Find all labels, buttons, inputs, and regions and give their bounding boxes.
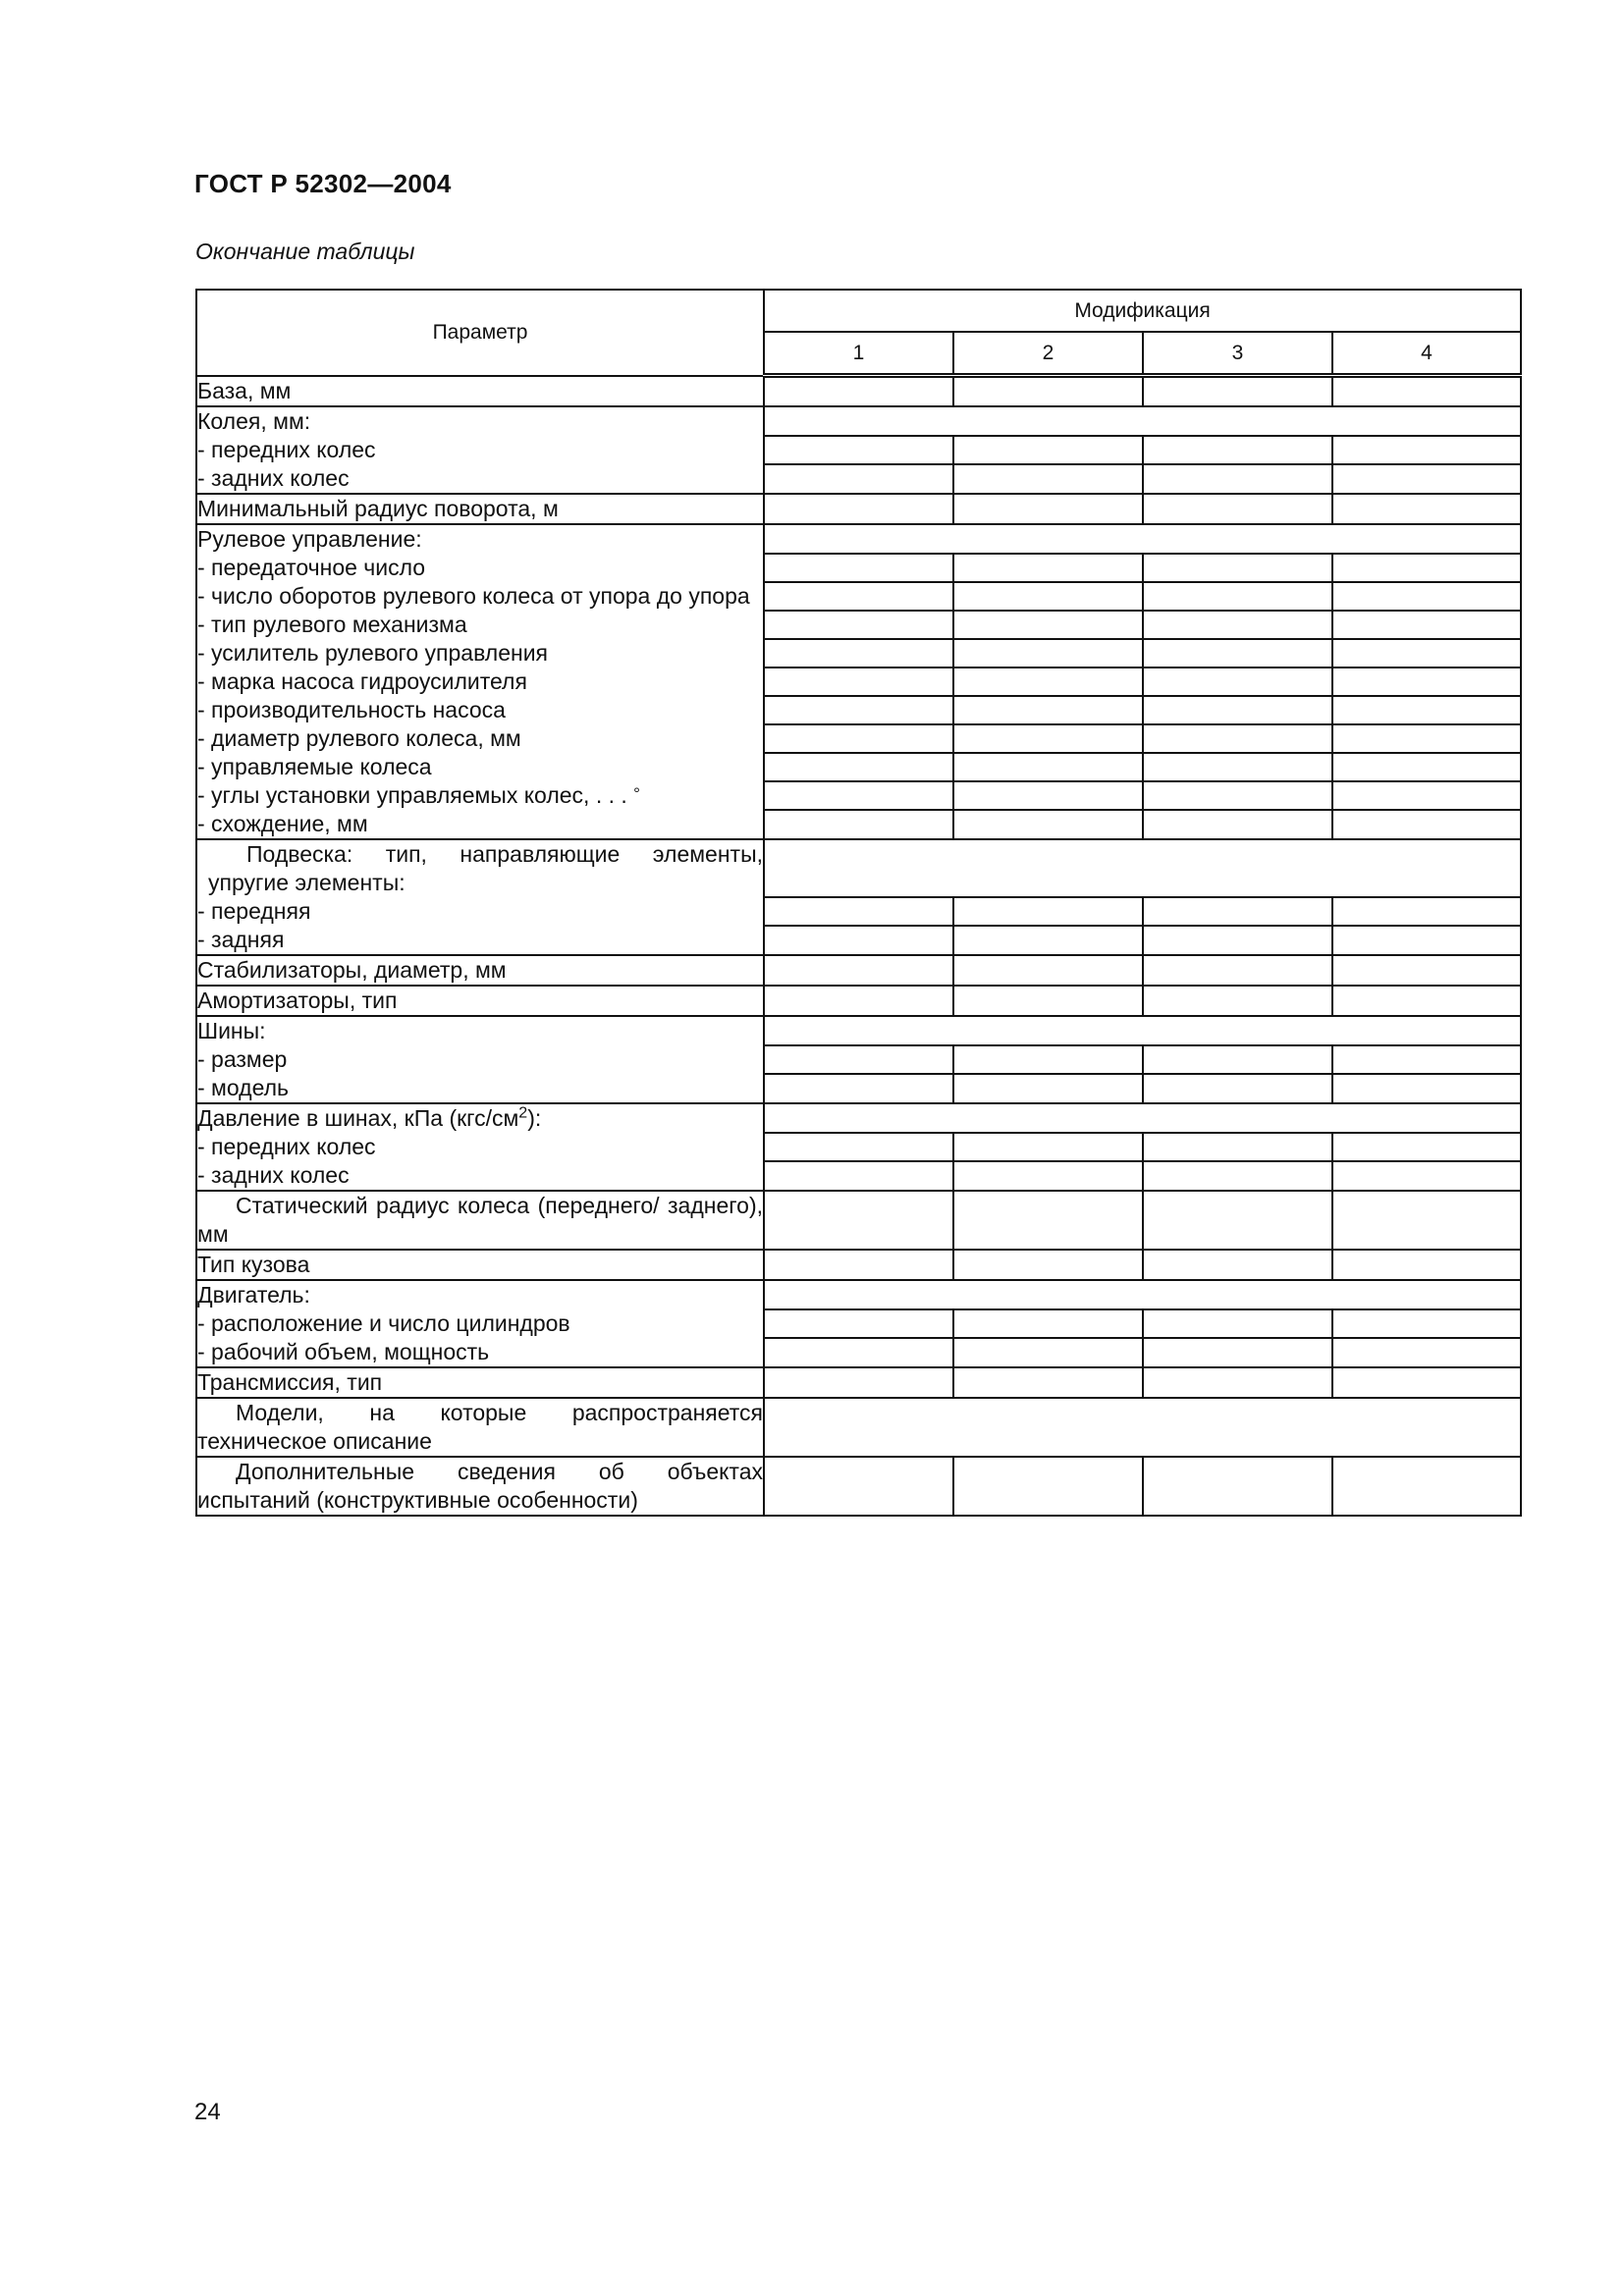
value-cell[interactable]	[764, 376, 953, 406]
table-row	[196, 667, 1521, 696]
value-cell[interactable]	[764, 1250, 953, 1280]
param-cell: - передних колес	[196, 1133, 764, 1161]
value-cell[interactable]	[1332, 376, 1521, 406]
table-row	[196, 1074, 1521, 1103]
value-cell[interactable]	[1332, 1338, 1521, 1367]
value-cell[interactable]	[1143, 753, 1332, 781]
param-cell: Шины:	[196, 1016, 764, 1045]
table-row	[196, 897, 1521, 926]
param-cell: Рулевое управление:	[196, 524, 764, 554]
parameters-table	[195, 289, 1522, 1517]
merged-value-cell[interactable]	[764, 1398, 1521, 1457]
page-number: 24	[194, 2099, 221, 2125]
table-row	[196, 494, 1521, 524]
param-cell: - число оборотов рулевого колеса от упора до упора	[196, 582, 764, 611]
param-cell: - передних колес	[196, 436, 764, 464]
value-cell[interactable]	[953, 639, 1143, 667]
value-cell[interactable]	[1143, 986, 1332, 1016]
table-row	[196, 464, 1521, 494]
value-cell[interactable]	[1143, 1074, 1332, 1103]
table-row	[196, 436, 1521, 464]
param-cell: Амортизаторы, тип	[196, 986, 764, 1016]
value-cell[interactable]	[1332, 1074, 1521, 1103]
value-cell[interactable]	[1143, 1133, 1332, 1161]
value-cell[interactable]	[1332, 810, 1521, 839]
param-cell: Статический радиус колеса (переднего/ заднего), мм	[196, 1191, 764, 1250]
value-cell[interactable]	[1143, 1161, 1332, 1191]
param-cell: База, мм	[196, 376, 764, 406]
value-cell[interactable]	[764, 464, 953, 494]
value-cell[interactable]	[953, 1074, 1143, 1103]
table-row	[196, 810, 1521, 839]
value-cell[interactable]	[764, 986, 953, 1016]
value-cell[interactable]	[1143, 667, 1332, 696]
param-cell: - управляемые колеса	[196, 753, 764, 781]
param-cell: - модель	[196, 1074, 764, 1103]
param-suffix: ):	[527, 1104, 542, 1131]
header-col-2: 2	[953, 332, 1143, 376]
merged-value-cell[interactable]	[764, 839, 1521, 897]
merged-value-cell[interactable]	[764, 1103, 1521, 1133]
param-cell: - производительность насоса	[196, 696, 764, 724]
value-cell[interactable]	[1143, 376, 1332, 406]
value-cell[interactable]	[1143, 464, 1332, 494]
value-cell[interactable]	[953, 926, 1143, 955]
value-cell[interactable]	[1143, 926, 1332, 955]
value-cell[interactable]	[1143, 639, 1332, 667]
param-text: - углы установки управляемых колес, . . .	[197, 781, 627, 808]
param-cell: - расположение и число цилиндров	[196, 1309, 764, 1338]
value-cell[interactable]	[1143, 1250, 1332, 1280]
table-row	[196, 926, 1521, 955]
value-cell[interactable]	[764, 1074, 953, 1103]
value-cell[interactable]	[1143, 724, 1332, 753]
table-row	[196, 955, 1521, 986]
param-cell: Колея, мм:	[196, 406, 764, 436]
param-cell: - задних колес	[196, 464, 764, 494]
param-cell: Дополнительные сведения об объектах испытаний (конструктивные особенности)	[196, 1457, 764, 1516]
param-cell: - передняя	[196, 897, 764, 926]
superscript: 2	[518, 1103, 528, 1121]
value-cell[interactable]	[764, 897, 953, 926]
value-cell[interactable]	[764, 1457, 953, 1516]
value-cell[interactable]	[1143, 582, 1332, 611]
value-cell[interactable]	[764, 554, 953, 582]
table-row	[196, 582, 1521, 611]
value-cell[interactable]	[1332, 926, 1521, 955]
value-cell[interactable]	[1143, 1045, 1332, 1074]
value-cell[interactable]	[953, 1161, 1143, 1191]
value-cell[interactable]	[1143, 494, 1332, 524]
value-cell[interactable]	[953, 1367, 1143, 1398]
value-cell[interactable]	[1332, 897, 1521, 926]
value-cell[interactable]	[1332, 1457, 1521, 1516]
param-cell: Двигатель:	[196, 1280, 764, 1309]
param-cell	[196, 1103, 764, 1133]
table-row	[196, 611, 1521, 639]
value-cell[interactable]	[1332, 696, 1521, 724]
table-row	[196, 1045, 1521, 1074]
param-cell: Тип кузова	[196, 1250, 764, 1280]
merged-value-cell[interactable]	[764, 406, 1521, 436]
table-row	[196, 753, 1521, 781]
header-parameter: Параметр	[196, 290, 764, 376]
value-cell[interactable]	[764, 955, 953, 986]
value-cell[interactable]	[953, 781, 1143, 810]
value-cell[interactable]	[953, 667, 1143, 696]
param-cell: - размер	[196, 1045, 764, 1074]
param-cell: - задних колес	[196, 1161, 764, 1191]
table-row	[196, 1367, 1521, 1398]
table-caption: Окончание таблицы	[195, 239, 415, 264]
value-cell[interactable]	[764, 1045, 953, 1074]
value-cell[interactable]	[953, 753, 1143, 781]
degree-symbol: °	[633, 783, 640, 803]
value-cell[interactable]	[1143, 810, 1332, 839]
value-cell[interactable]	[764, 582, 953, 611]
value-cell[interactable]	[764, 1338, 953, 1367]
table-row	[196, 986, 1521, 1016]
value-cell[interactable]	[1332, 582, 1521, 611]
param-cell	[196, 781, 764, 810]
value-cell[interactable]	[1143, 1309, 1332, 1338]
value-cell[interactable]	[953, 1045, 1143, 1074]
value-cell[interactable]	[1332, 781, 1521, 810]
value-cell[interactable]	[953, 1338, 1143, 1367]
value-cell[interactable]	[764, 436, 953, 464]
value-cell[interactable]	[764, 781, 953, 810]
table-row	[196, 1309, 1521, 1338]
table-row	[196, 554, 1521, 582]
param-cell: - марка насоса гидроусилителя	[196, 667, 764, 696]
value-cell[interactable]	[953, 436, 1143, 464]
value-cell[interactable]	[953, 554, 1143, 582]
table-row	[196, 376, 1521, 406]
value-cell[interactable]	[764, 1191, 953, 1250]
value-cell[interactable]	[953, 494, 1143, 524]
value-cell[interactable]	[764, 1367, 953, 1398]
merged-value-cell[interactable]	[764, 1016, 1521, 1045]
merged-value-cell[interactable]	[764, 524, 1521, 554]
param-cell: - тип рулевого механизма	[196, 611, 764, 639]
param-cell: - задняя	[196, 926, 764, 955]
value-cell[interactable]	[1332, 986, 1521, 1016]
value-cell[interactable]	[764, 753, 953, 781]
param-cell: Стабилизаторы, диаметр, мм	[196, 955, 764, 986]
value-cell[interactable]	[953, 464, 1143, 494]
value-cell[interactable]	[1143, 781, 1332, 810]
header-col-4: 4	[1332, 332, 1521, 376]
table-row	[196, 781, 1521, 810]
value-cell[interactable]	[1332, 436, 1521, 464]
table-row	[196, 639, 1521, 667]
value-cell[interactable]	[1332, 753, 1521, 781]
value-cell[interactable]	[1143, 554, 1332, 582]
value-cell[interactable]	[1332, 1309, 1521, 1338]
header-col-3: 3	[1143, 332, 1332, 376]
table-row	[196, 1133, 1521, 1161]
table-row	[196, 1280, 1521, 1309]
value-cell[interactable]	[764, 1161, 953, 1191]
value-cell[interactable]	[953, 724, 1143, 753]
value-cell[interactable]	[953, 696, 1143, 724]
value-cell[interactable]	[1143, 955, 1332, 986]
value-cell[interactable]	[1332, 955, 1521, 986]
value-cell[interactable]	[764, 810, 953, 839]
param-cell: - передаточное число	[196, 554, 764, 582]
value-cell[interactable]	[953, 986, 1143, 1016]
value-cell[interactable]	[953, 1250, 1143, 1280]
value-cell[interactable]	[1332, 1250, 1521, 1280]
value-cell[interactable]	[764, 1309, 953, 1338]
value-cell[interactable]	[1143, 436, 1332, 464]
value-cell[interactable]	[1332, 639, 1521, 667]
table-row	[196, 1103, 1521, 1133]
value-cell[interactable]	[953, 1457, 1143, 1516]
value-cell[interactable]	[953, 897, 1143, 926]
table-row	[196, 1398, 1521, 1457]
value-cell[interactable]	[764, 926, 953, 955]
param-text: Давление в шинах, кПа (кгс/см	[197, 1104, 519, 1131]
value-cell[interactable]	[1332, 667, 1521, 696]
param-cell: Трансмиссия, тип	[196, 1367, 764, 1398]
value-cell[interactable]	[1332, 1367, 1521, 1398]
value-cell[interactable]	[1332, 494, 1521, 524]
table-row	[196, 1191, 1521, 1250]
value-cell[interactable]	[764, 667, 953, 696]
value-cell[interactable]	[1143, 696, 1332, 724]
value-cell[interactable]	[764, 724, 953, 753]
param-cell: - рабочий объем, мощность	[196, 1338, 764, 1367]
value-cell[interactable]	[1332, 1161, 1521, 1191]
table-row	[196, 1016, 1521, 1045]
table-row	[196, 1161, 1521, 1191]
table-row	[196, 1338, 1521, 1367]
param-cell: Модели, на которые распространяется техническое описание	[196, 1398, 764, 1457]
table-row	[196, 524, 1521, 554]
value-cell[interactable]	[764, 639, 953, 667]
value-cell[interactable]	[764, 494, 953, 524]
value-cell[interactable]	[1143, 1367, 1332, 1398]
value-cell[interactable]	[764, 611, 953, 639]
param-cell: - схождение, мм	[196, 810, 764, 839]
table-row	[196, 696, 1521, 724]
param-cell: - диаметр рулевого колеса, мм	[196, 724, 764, 753]
document-title: ГОСТ Р 52302—2004	[194, 169, 452, 198]
table-row	[196, 1250, 1521, 1280]
header-col-1: 1	[764, 332, 953, 376]
value-cell[interactable]	[1332, 1045, 1521, 1074]
value-cell[interactable]	[764, 1133, 953, 1161]
value-cell[interactable]	[953, 376, 1143, 406]
value-cell[interactable]	[1143, 1457, 1332, 1516]
table-row	[196, 1457, 1521, 1516]
value-cell[interactable]	[1143, 1338, 1332, 1367]
value-cell[interactable]	[953, 1133, 1143, 1161]
value-cell[interactable]	[953, 1191, 1143, 1250]
value-cell[interactable]	[953, 611, 1143, 639]
value-cell[interactable]	[1332, 1133, 1521, 1161]
value-cell[interactable]	[1332, 1191, 1521, 1250]
value-cell[interactable]	[764, 696, 953, 724]
value-cell[interactable]	[1143, 611, 1332, 639]
table-row	[196, 839, 1521, 897]
param-cell: - усилитель рулевого управления	[196, 639, 764, 667]
value-cell[interactable]	[953, 810, 1143, 839]
param-cell: Минимальный радиус поворота, м	[196, 494, 764, 524]
table-row	[196, 724, 1521, 753]
value-cell[interactable]	[1143, 1191, 1332, 1250]
value-cell[interactable]	[1332, 611, 1521, 639]
param-cell: Подвеска: тип, направляющие элементы, упругие элементы:	[196, 839, 764, 897]
value-cell[interactable]	[953, 1309, 1143, 1338]
value-cell[interactable]	[1332, 464, 1521, 494]
table-row	[196, 406, 1521, 436]
value-cell[interactable]	[953, 955, 1143, 986]
header-modification: Модификация	[764, 290, 1521, 332]
value-cell[interactable]	[1143, 897, 1332, 926]
merged-value-cell[interactable]	[764, 1280, 1521, 1309]
value-cell[interactable]	[1332, 554, 1521, 582]
value-cell[interactable]	[953, 582, 1143, 611]
value-cell[interactable]	[1332, 724, 1521, 753]
